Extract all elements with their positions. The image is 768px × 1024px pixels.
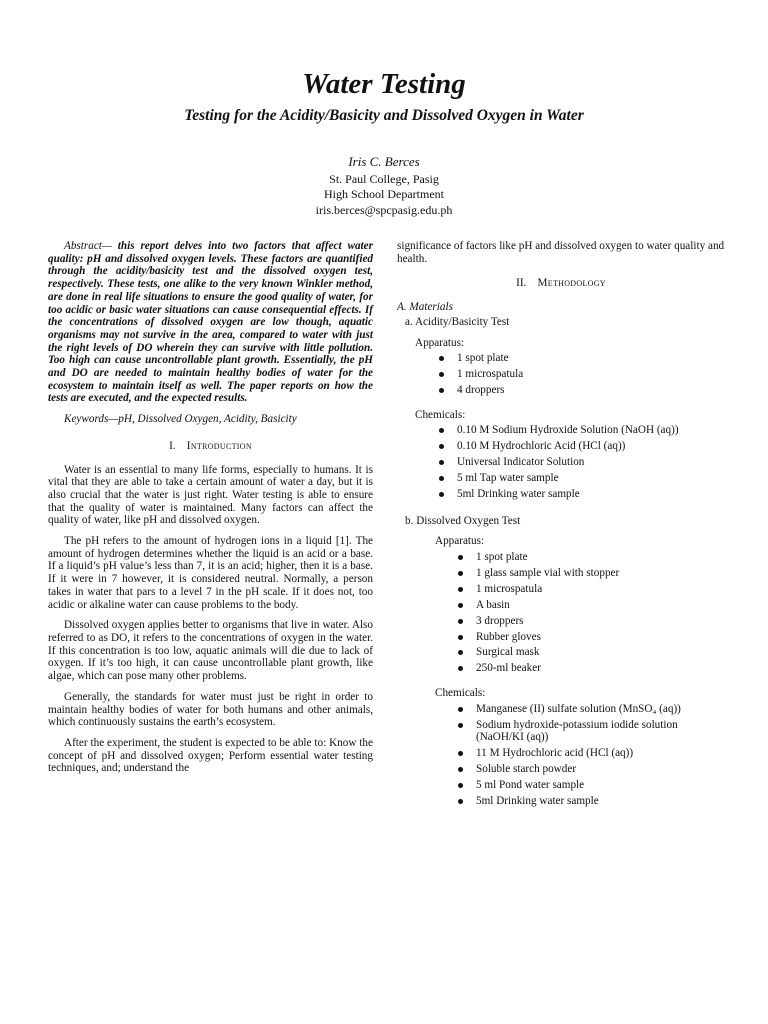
list-item: 1 microspatula: [397, 368, 725, 381]
list-item: 5 ml Pond water sample: [397, 779, 725, 792]
list-item: Soluble starch powder: [397, 763, 725, 776]
continuation-paragraph: significance of factors like pH and dissolved oxygen to water quality and health.: [397, 240, 725, 265]
test-b-label: b. Dissolved Oxygen Test: [405, 514, 521, 527]
list-item: 3 droppers: [397, 615, 725, 628]
list-item: Manganese (II) sulfate solution (MnSO₄ (aq)): [397, 703, 725, 716]
test-b-chemicals-title: Chemicals:: [435, 687, 486, 700]
list-item: 0.10 M Sodium Hydroxide Solution (NaOH (aq)): [397, 424, 725, 437]
intro-paragraph-1: Water is an essential to many life forms, especially to humans. It is vital that they are able to take a certain amount of water a day, but it is also crucial that the water is just right. Water testing is able to ensure that the quality of water is maintained. Many factors can affect the quality of water, like pH and dissolved oxygen.: [48, 463, 373, 527]
abstract-lead: Abstract—: [64, 240, 112, 252]
list-item: 1 spot plate: [397, 352, 725, 365]
paper-subtitle: Testing for the Acidity/Basicity and Dissolved Oxygen in Water: [184, 107, 584, 124]
test-a-chemicals-title: Chemicals:: [415, 408, 466, 421]
test-a-apparatus-list: [397, 352, 725, 396]
subsection-materials: A. Materials: [397, 301, 453, 314]
left-column: [48, 240, 373, 775]
test-b-apparatus-title: Apparatus:: [435, 535, 485, 548]
keywords: Keywords—pH, Dissolved Oxygen, Acidity, Basicity: [64, 413, 297, 426]
section-number: I.: [169, 439, 176, 452]
intro-paragraph-5: After the experiment, the student is expected to be able to: Know the concept of pH and dissolved oxygen; Perform essential water testing techniques, and; understand the: [48, 736, 373, 775]
list-item: 1 microspatula: [397, 583, 725, 596]
section-heading-methodology: [397, 277, 725, 290]
section-title: Methodology: [537, 277, 606, 290]
list-item: 0.10 M Hydrochloric Acid (HCl (aq)): [397, 440, 725, 453]
section-title: Introduction: [186, 439, 252, 452]
section-number: II.: [516, 277, 527, 290]
list-item: 4 droppers: [397, 384, 725, 397]
intro-paragraph-2: The pH refers to the amount of hydrogen ions in a liquid [1]. The amount of hydrogen determines whether the liquid is an acid or a base. If a liquid’s pH value’s less than 7, it is an acid; higher, then it is a base. If it were in 7 however, it is considered neutral. Normally, a person takes in water that pars to a level 7 in the pH scale. If it does not, too acidic or alkaline water can cause problems to the body.: [48, 535, 373, 611]
abstract: [48, 240, 373, 405]
intro-paragraph-4: Generally, the standards for water must just be right in order to maintain healthy bodies of water for both humans and other animals, which continuously sustains the earth’s ecosystem.: [48, 690, 373, 729]
test-b-apparatus-list: [397, 551, 725, 675]
list-item: 5ml Drinking water sample: [397, 795, 725, 808]
list-item: 11 M Hydrochloric acid (HCl (aq)): [397, 747, 725, 760]
author-name: Iris C. Berces: [348, 154, 420, 169]
test-a-chemicals-list: [397, 424, 725, 500]
list-item: Surgical mask: [397, 646, 725, 659]
list-item: A basin: [397, 599, 725, 612]
list-item: 250-ml beaker: [397, 662, 725, 675]
author-block: [0, 154, 768, 218]
test-a-label: a. Acidity/Basicity Test: [405, 315, 510, 328]
author-department: High School Department: [324, 187, 444, 201]
list-item: 1 glass sample vial with stopper: [397, 567, 725, 580]
author-email: iris.berces@spcpasig.edu.ph: [315, 202, 453, 217]
right-column: [397, 240, 725, 820]
list-item: Universal Indicator Solution: [397, 456, 725, 469]
test-b-chemicals-list: [397, 703, 725, 808]
abstract-text: this report delves into two factors that affect water quality: pH and dissolved oxygen levels. These factors are quantified through the acidity/basicity test and the dissolved oxygen test, respectively. These tests, one alike to the very known Winkler method, are done in real life situations to ensure the good quality of water, for too acidic or basic water situations can cause consequential effects. If the concentrations of dissolved oxygen are low though, aquatic organisms may not survive in the area, compared to water with just the right levels of DO wherein they can survive with little pollution. Too high can cause uncontrollable plant growth. Essentially, the pH and DO are needed to maintain healthy bodies of water for the ecosystem to maintain itself as well. The paper reports on how the tests are executed, and the expected results.: [48, 240, 373, 405]
list-item: Sodium hydroxide-potassium iodide solution (NaOH/KI (aq)): [397, 719, 725, 744]
list-item: 5ml Drinking water sample: [397, 488, 725, 501]
intro-paragraph-3: Dissolved oxygen applies better to organisms that live in water. Also referred to as DO, it refers to the concentrations of oxygen in the water. If this concentration is too low, aquatic animals will die due to lack of oxygen. If it’s too high, it can cause uncontrollable plant growth, like algae, which can pose many other problems.: [48, 619, 373, 683]
author-school: St. Paul College, Pasig: [329, 171, 439, 186]
test-a-apparatus-title: Apparatus:: [415, 336, 465, 349]
section-heading-introduction: [48, 440, 373, 453]
list-item: 1 spot plate: [397, 551, 725, 564]
paper-title: Water Testing: [302, 68, 466, 100]
list-item: Rubber gloves: [397, 631, 725, 644]
list-item: 5 ml Tap water sample: [397, 472, 725, 485]
